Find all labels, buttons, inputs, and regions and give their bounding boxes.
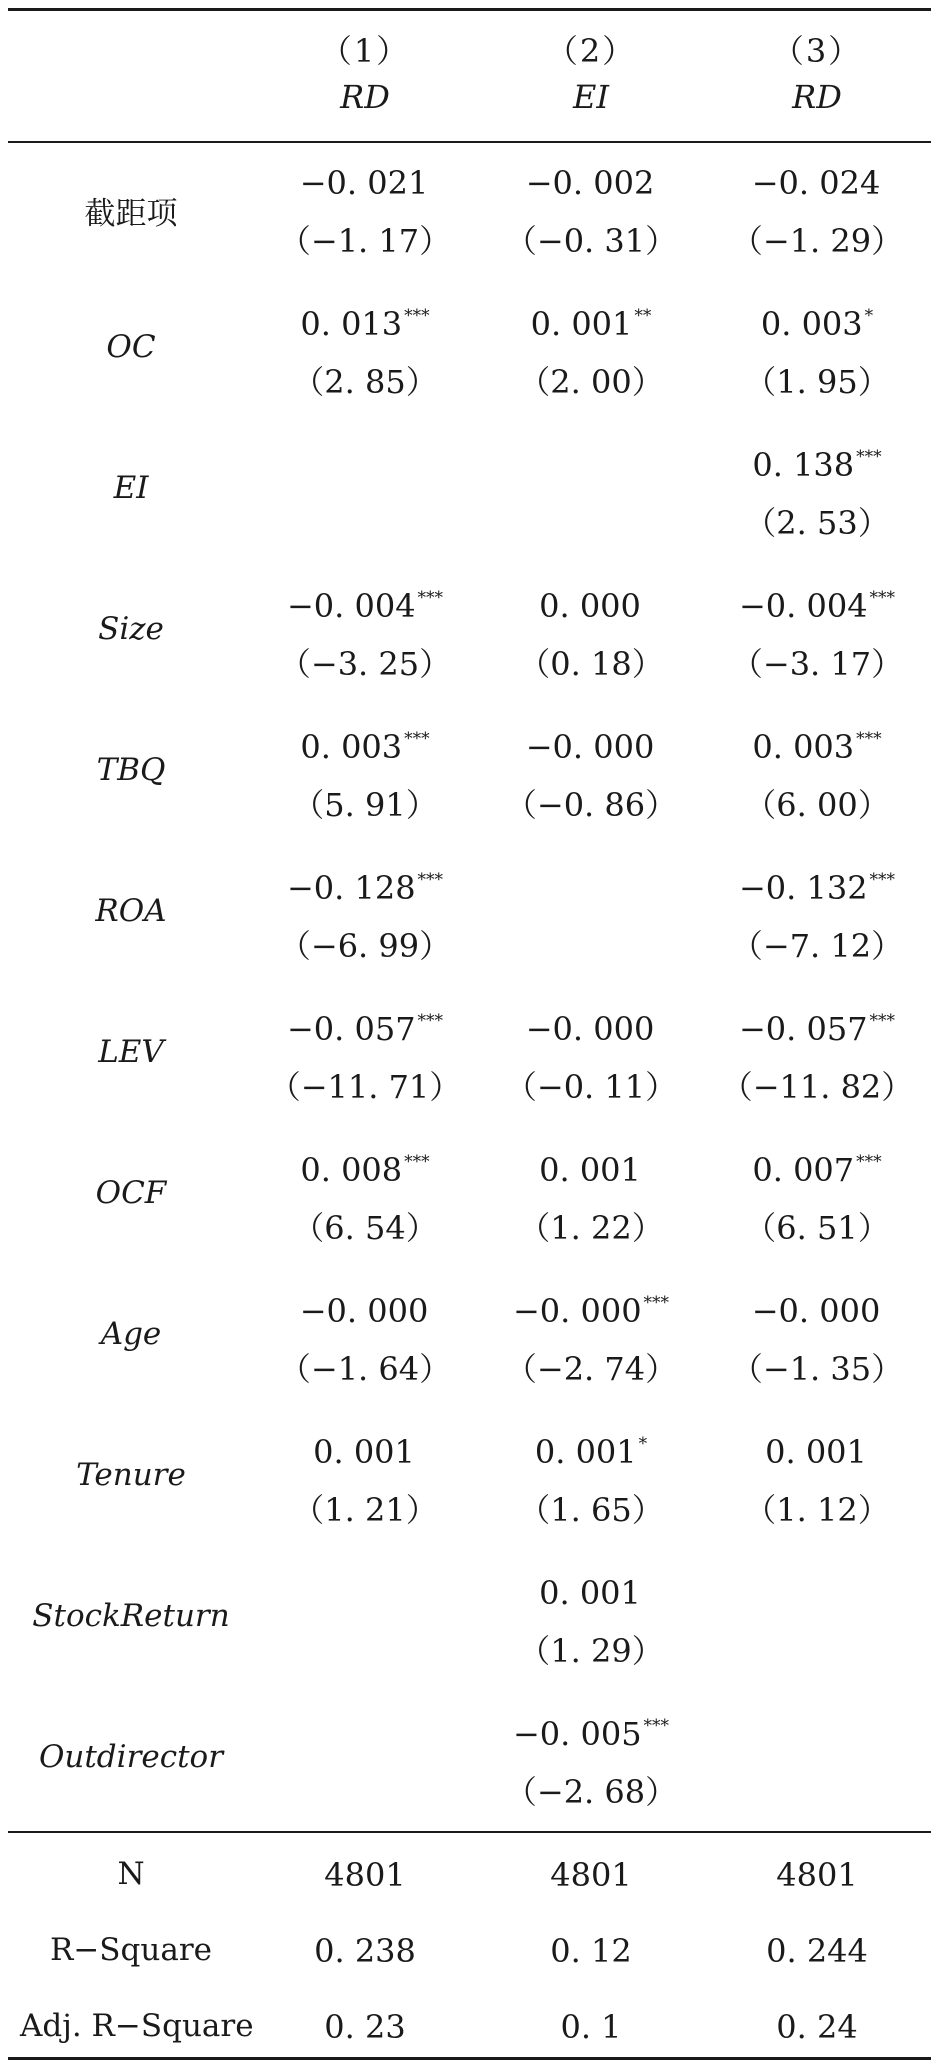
significance-stars: *** <box>869 588 896 608</box>
stat-value: 0. 1 <box>560 2008 622 2046</box>
t-statistic: （−3. 25） <box>278 645 452 683</box>
coefficient-cell <box>478 1715 704 1753</box>
coefficient-value: 0. 138 <box>752 446 855 484</box>
table-row <box>0 293 939 434</box>
coefficient-value: −0. 057 <box>738 1010 868 1048</box>
coefficient-value: 0. 001 <box>534 1433 637 1471</box>
table-row <box>0 152 939 293</box>
t-statistic: （6. 54） <box>292 1209 438 1247</box>
significance-stars: ** <box>634 306 652 326</box>
significance-stars: *** <box>417 588 444 608</box>
t-statistic: （−0. 11） <box>504 1068 678 1106</box>
coefficient-cell <box>704 1151 930 1189</box>
stat-row <box>0 1838 939 1914</box>
row-label: Age <box>100 1316 162 1352</box>
t-statistic: （2. 85） <box>292 363 438 401</box>
row-label: ROA <box>95 893 167 929</box>
coefficient-value: −0. 128 <box>286 869 416 907</box>
t-statistic: （1. 29） <box>518 1632 664 1670</box>
row-label: OCF <box>95 1175 167 1211</box>
significance-stars: *** <box>856 447 882 467</box>
t-statistic: （−1. 17） <box>278 222 452 260</box>
stat-value: 4801 <box>776 1856 858 1894</box>
coefficient-value: 0. 003 <box>760 305 863 343</box>
column-number: （2） <box>545 32 637 70</box>
table-row <box>0 1562 939 1703</box>
coefficient-cell <box>704 869 930 907</box>
table-row <box>0 998 939 1139</box>
table-row <box>0 1703 939 1844</box>
stat-row <box>0 1914 939 1990</box>
coefficient-cell <box>478 1292 704 1330</box>
significance-stars: *** <box>404 1152 430 1172</box>
coefficient-value: −0. 004 <box>738 587 868 625</box>
coefficient-value: −0. 132 <box>738 869 868 907</box>
row-label: Outdirector <box>38 1739 224 1775</box>
row-label: Tenure <box>76 1457 186 1493</box>
t-statistic: （−6. 99） <box>278 927 452 965</box>
t-statistic: （0. 18） <box>518 645 664 683</box>
coefficient-cell <box>478 1433 704 1471</box>
t-statistic: （−0. 86） <box>504 786 678 824</box>
coefficient-cell <box>478 1010 704 1048</box>
t-statistic: （−11. 82） <box>720 1068 914 1106</box>
row-label: 截距项 <box>84 196 178 232</box>
coefficient-cell <box>704 164 930 202</box>
significance-stars: *** <box>404 729 430 749</box>
coefficient-value: 0. 001 <box>539 1151 641 1189</box>
coefficient-cell <box>252 1010 478 1048</box>
table-row <box>0 1139 939 1280</box>
t-statistic: （−2. 68） <box>504 1773 678 1811</box>
coefficient-value: −0. 004 <box>286 587 416 625</box>
coefficient-cell <box>704 305 930 343</box>
t-statistic: （2. 00） <box>518 363 664 401</box>
column-name: EI <box>573 78 609 116</box>
t-statistic: （−1. 35） <box>730 1350 904 1388</box>
table-row <box>0 575 939 716</box>
stats-rule <box>8 1831 931 1833</box>
coefficient-value: 0. 000 <box>539 587 641 625</box>
coefficient-cell <box>478 305 704 343</box>
coefficient-value: −0. 000 <box>751 1292 881 1330</box>
coefficient-value: −0. 024 <box>751 164 881 202</box>
stat-value: 0. 24 <box>776 2008 858 2046</box>
coefficient-value: −0. 002 <box>525 164 655 202</box>
significance-stars: * <box>638 1434 648 1454</box>
coefficient-cell <box>252 1151 478 1189</box>
coefficient-cell <box>252 1715 478 1753</box>
coefficient-value: 0. 003 <box>752 728 855 766</box>
coefficient-cell <box>252 1292 478 1330</box>
coefficient-cell <box>478 1574 704 1612</box>
coefficient-value: 0. 013 <box>300 305 403 343</box>
coefficient-value: 0. 001 <box>765 1433 867 1471</box>
coefficient-value: −0. 005 <box>512 1715 642 1753</box>
coefficient-value: 0. 001 <box>530 305 633 343</box>
coefficient-cell <box>704 1433 930 1471</box>
table-row <box>0 716 939 857</box>
stat-value: 4801 <box>324 1856 406 1894</box>
t-statistic: （−7. 12） <box>730 927 904 965</box>
stat-value: 0. 23 <box>324 2008 406 2046</box>
t-statistic: （6. 51） <box>744 1209 890 1247</box>
significance-stars: *** <box>869 870 896 890</box>
table-row <box>0 857 939 998</box>
coefficient-cell <box>478 587 704 625</box>
t-statistic: （2. 53） <box>744 504 890 542</box>
stat-label: Adj. R−Square <box>20 2008 254 2044</box>
coefficient-cell <box>478 869 704 907</box>
coefficient-cell <box>478 1151 704 1189</box>
stat-value: 0. 244 <box>766 1932 868 1970</box>
coefficient-cell <box>252 587 478 625</box>
significance-stars: *** <box>856 1152 882 1172</box>
row-label: TBQ <box>96 752 166 788</box>
coefficient-cell <box>704 1010 930 1048</box>
table-row <box>0 434 939 575</box>
column-name: RD <box>792 78 842 116</box>
significance-stars: *** <box>643 1293 670 1313</box>
coefficient-cell <box>252 869 478 907</box>
coefficient-cell <box>252 1574 478 1612</box>
header-rule <box>8 141 931 143</box>
significance-stars: *** <box>417 870 444 890</box>
stat-value: 0. 12 <box>550 1932 632 1970</box>
row-label: Size <box>98 611 164 647</box>
column-number: （1） <box>319 32 411 70</box>
coefficient-cell <box>252 1433 478 1471</box>
significance-stars: *** <box>643 1716 670 1736</box>
significance-stars: *** <box>404 306 430 326</box>
coefficient-value: −0. 000 <box>299 1292 429 1330</box>
coefficient-cell <box>478 164 704 202</box>
coefficient-value: 0. 007 <box>752 1151 855 1189</box>
coefficient-cell <box>478 728 704 766</box>
coefficient-value: 0. 001 <box>313 1433 415 1471</box>
t-statistic: （1. 21） <box>292 1491 438 1529</box>
coefficient-cell <box>252 446 478 484</box>
t-statistic: （1. 22） <box>518 1209 664 1247</box>
row-label: EI <box>113 470 149 506</box>
t-statistic: （6. 00） <box>744 786 890 824</box>
t-statistic: （−11. 71） <box>268 1068 462 1106</box>
table-row <box>0 1280 939 1421</box>
coefficient-value: 0. 003 <box>300 728 403 766</box>
coefficient-cell <box>704 446 930 484</box>
column-name: RD <box>340 78 390 116</box>
significance-stars: *** <box>417 1011 444 1031</box>
top-rule <box>8 8 931 11</box>
table-row <box>0 1421 939 1562</box>
significance-stars: *** <box>869 1011 896 1031</box>
stat-label: R−Square <box>49 1932 212 1968</box>
coefficient-value: 0. 001 <box>539 1574 641 1612</box>
coefficient-value: −0. 000 <box>525 728 655 766</box>
column-number: （3） <box>771 32 863 70</box>
coefficient-cell <box>704 1574 930 1612</box>
t-statistic: （5. 91） <box>292 786 438 824</box>
row-label: StockReturn <box>32 1598 230 1634</box>
t-statistic: （1. 95） <box>744 363 890 401</box>
coefficient-cell <box>252 164 478 202</box>
coefficient-value: −0. 021 <box>299 164 429 202</box>
stat-label: N <box>117 1856 145 1892</box>
coefficient-cell <box>478 446 704 484</box>
coefficient-cell <box>252 305 478 343</box>
t-statistic: （−0. 31） <box>504 222 678 260</box>
t-statistic: （1. 65） <box>518 1491 664 1529</box>
t-statistic: （1. 12） <box>744 1491 890 1529</box>
coefficient-cell <box>704 587 930 625</box>
t-statistic: （−1. 64） <box>278 1350 452 1388</box>
row-label: LEV <box>98 1034 164 1070</box>
t-statistic: （−1. 29） <box>730 222 904 260</box>
coefficient-cell <box>704 728 930 766</box>
coefficient-value: −0. 057 <box>286 1010 416 1048</box>
t-statistic: （−2. 74） <box>504 1350 678 1388</box>
coefficient-value: −0. 000 <box>525 1010 655 1048</box>
coefficient-value: 0. 008 <box>300 1151 403 1189</box>
stat-row <box>0 1990 939 2066</box>
coefficient-cell <box>704 1715 930 1753</box>
significance-stars: *** <box>856 729 882 749</box>
header-row <box>0 14 939 144</box>
t-statistic: （−3. 17） <box>730 645 904 683</box>
row-label: OC <box>106 329 156 365</box>
coefficient-value: −0. 000 <box>512 1292 642 1330</box>
stat-value: 4801 <box>550 1856 632 1894</box>
significance-stars: * <box>864 306 874 326</box>
coefficient-cell <box>704 1292 930 1330</box>
bottom-rule <box>8 2057 931 2060</box>
stat-value: 0. 238 <box>314 1932 416 1970</box>
coefficient-cell <box>252 728 478 766</box>
